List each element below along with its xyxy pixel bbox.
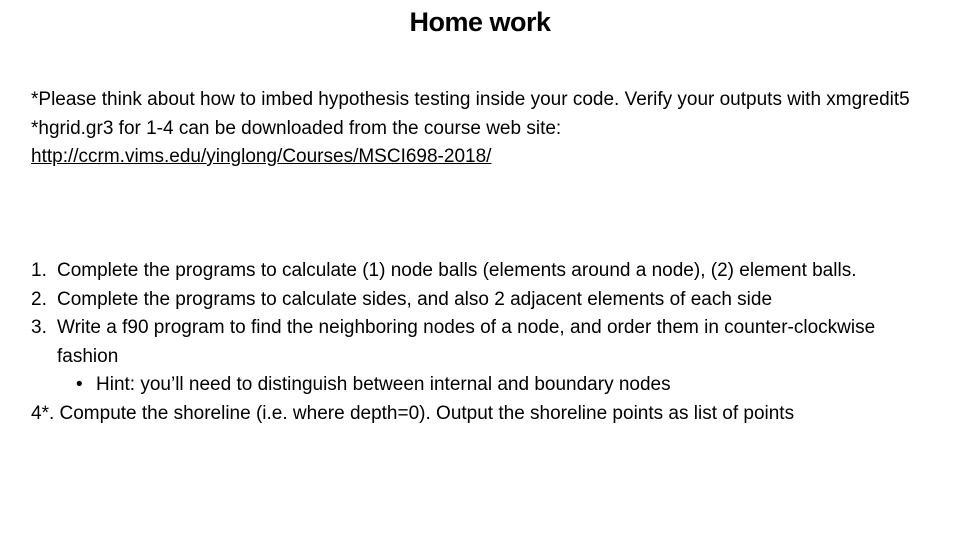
task-number: 1.: [31, 260, 47, 281]
task-text: Complete the programs to calculate (1) node balls (elements around a node), (2) element balls.: [57, 260, 857, 281]
task-item-4-star: 4*. Compute the shoreline (i.e. where depth=0). Output the shoreline points as list of points: [31, 402, 795, 424]
intro-link-row: [31, 143, 941, 172]
task-number: 3.: [31, 317, 47, 338]
course-website-link[interactable]: http://ccrm.vims.edu/yinglong/Courses/MSCI698-2018/: [31, 146, 492, 167]
task-item-1: [31, 257, 941, 286]
task-number: 2.: [31, 288, 47, 310]
slide-title: Home work: [409, 7, 551, 37]
intro-line-download: *hgrid.gr3 for 1-4 can be downloaded from the course web site:: [31, 117, 562, 139]
task-text: Complete the programs to calculate sides, and also 2 adjacent elements of each side: [57, 288, 773, 310]
task-item-2: [31, 286, 941, 315]
intro-block: [31, 86, 941, 172]
bullet-icon: •: [76, 374, 83, 395]
task-list: [31, 257, 941, 428]
hint-item: [31, 371, 941, 400]
intro-line-hypothesis: *Please think about how to imbed hypothesis testing inside your code. Verify your outputs with xmgredit5: [31, 89, 910, 110]
hint-text: Hint: you’ll need to distinguish between internal and boundary nodes: [96, 374, 671, 395]
task-item-3: [31, 314, 941, 371]
task-text: Write a f90 program to find the neighboring nodes of a node, and order them in counter-clockwise fashion: [57, 317, 876, 367]
